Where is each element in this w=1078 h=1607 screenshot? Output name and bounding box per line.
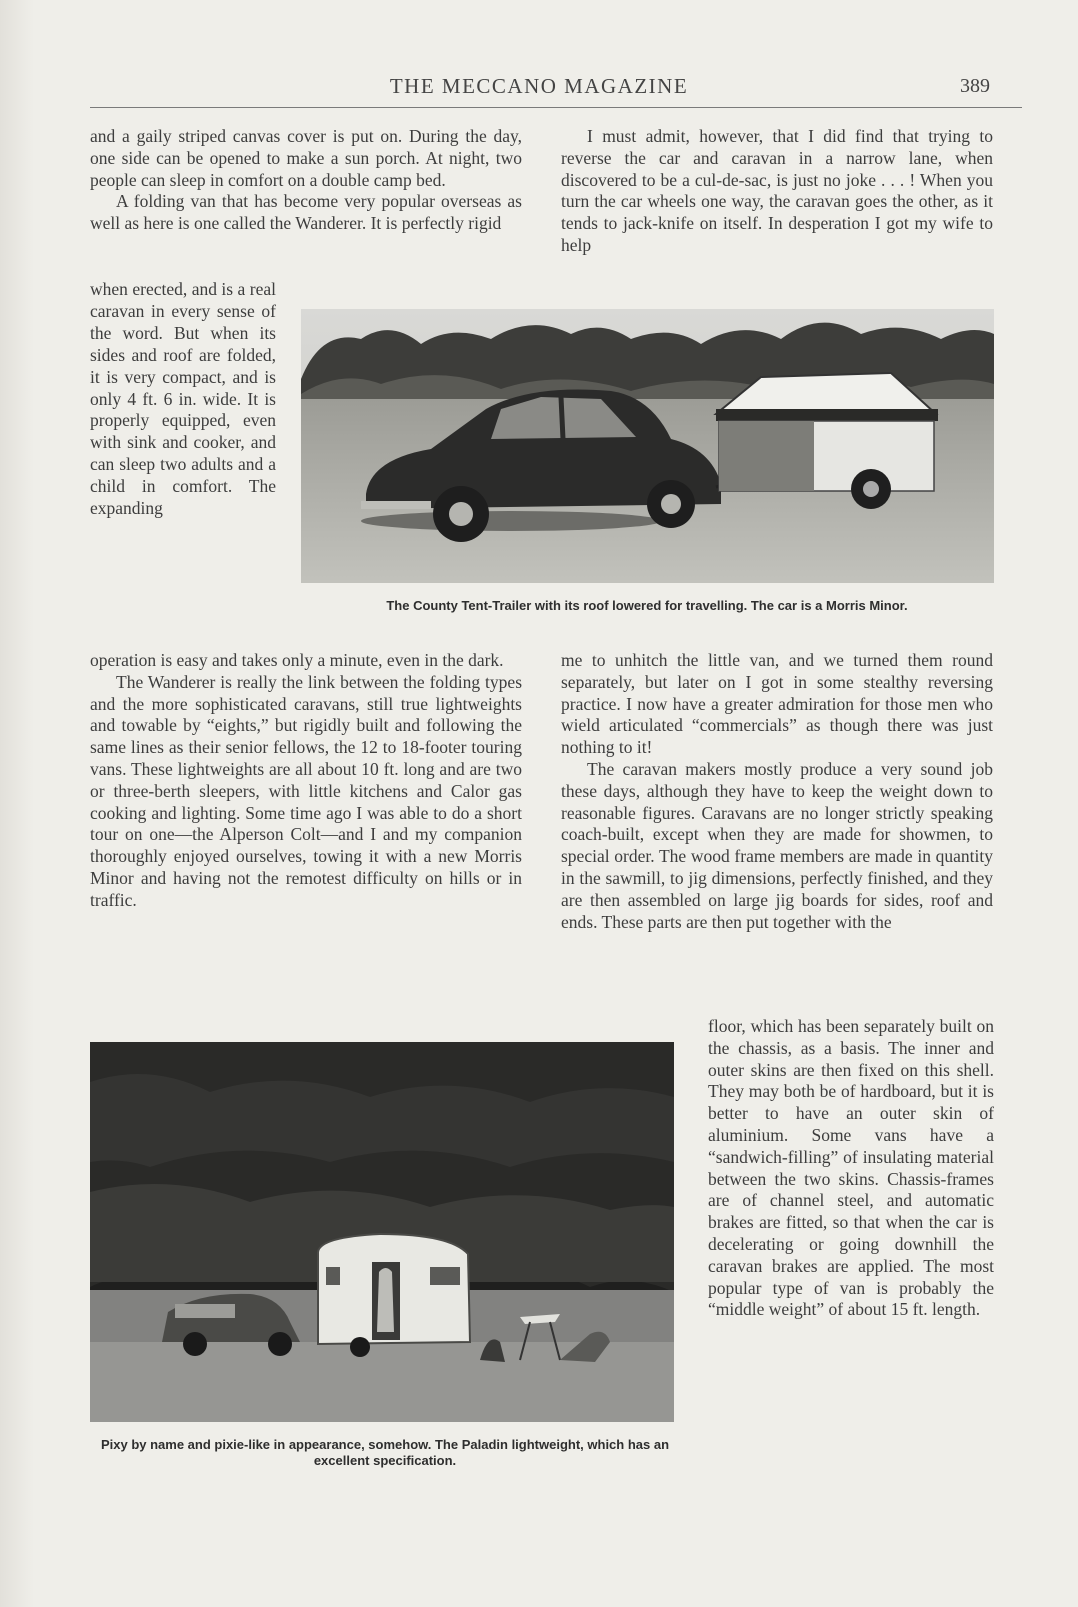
column-2-wrap-text: [708, 1016, 994, 1321]
column-1-wrap-text: [90, 279, 276, 520]
paragraph: The Wanderer is really the link between the folding types and the more sophisticated caravans, still true lightweights and towable by “eights,” but rigidly built and following the same lines as their senior fellows, the 12 to 18-footer touring vans. These lightweights are all about 10 ft. long and are two or three-berth sleepers, with little kitchens and Calor gas cooking and lighting. Some time ago I was able to do a short tour on one—the Alperson Colt—and I and my companion thoroughly enjoyed ourselves, towing it with a new Morris Minor and having not the remotest difficulty on hills or in traffic.: [90, 671, 522, 910]
column-1-lower: [90, 650, 522, 912]
paragraph: operation is easy and takes only a minute, even in the dark.: [90, 650, 504, 670]
paragraph: floor, which has been separately built on the chassis, as a basis. The inner and outer skins are then fixed on this shell. They may both be of hardboard, but it is better to have an outer skin of aluminium. Some vans have a “sandwich-filling” of insulating material between the two skins. Chassis-frames are of channel steel, and automatic brakes are fitted, so that when the car is decelerating or going downhill the caravan brakes are applied. The most popular type of van is probably the “middle weight” of about 15 ft. length.: [708, 1016, 994, 1320]
photo-car-tent-trailer: [301, 309, 994, 583]
paragraph: and a gaily striped canvas cover is put on. During the day, one side can be opened to make a sun porch. At night, two people can sleep in comfort on a double camp bed.: [90, 126, 522, 190]
paragraph: A folding van that has become very popular overseas as well as here is one called the Wanderer. It is perfectly rigid: [90, 191, 522, 234]
header-rule: [90, 107, 1022, 108]
paragraph: I must admit, however, that I did find that trying to reverse the car and caravan in a narrow lane, when discovered to be a cul-de-sac, is just no joke . . . ! When you turn the car wheels one way, the caravan goes the other, as it tends to jack-knife on itself. In desperation I got my wife to help: [561, 126, 993, 255]
page-edge: [0, 0, 34, 1607]
caption-photo-1: The County Tent-Trailer with its roof lowered for travelling. The car is a Morris Minor.: [386, 598, 908, 613]
page-number: 389: [960, 75, 990, 97]
magazine-title: THE MECCANO MAGAZINE: [389, 74, 689, 98]
column-2-middle: [561, 650, 993, 933]
paragraph: me to unhitch the little van, and we turned them round separately, but later on I got in some stealthy reversing practice. I now have a greater admiration for those men who wield articulated “commercials” as though there was just nothing to it!: [561, 650, 993, 758]
paragraph: when erected, and is a real caravan in every sense of the word. But when its sides and roof are folded, it is very compact, and is only 4 ft. 6 in. wide. It is properly equipped, even with sink and cooker, and can sleep two adults and a child in comfort. The expanding: [90, 279, 276, 519]
column-1-top: [90, 126, 522, 235]
photo-paladin-caravan: [90, 1042, 674, 1422]
caption-photo-2: Pixy by name and pixie-like in appearance, somehow. The Paladin lightweight, which has an excellent specification.: [100, 1437, 670, 1468]
column-2-top: [561, 126, 993, 257]
paragraph: The caravan makers mostly produce a very sound job these days, although they have to keep the weight down to reasonable figures. Caravans are no longer strictly speaking coach-built, except when they are made for showmen, to special order. The wood frame members are made in quantity in the sawmill, to jig dimensions, perfectly finished, and they are then assembled on large jig boards for sides, roof and ends. These parts are then put together with the: [561, 758, 993, 932]
